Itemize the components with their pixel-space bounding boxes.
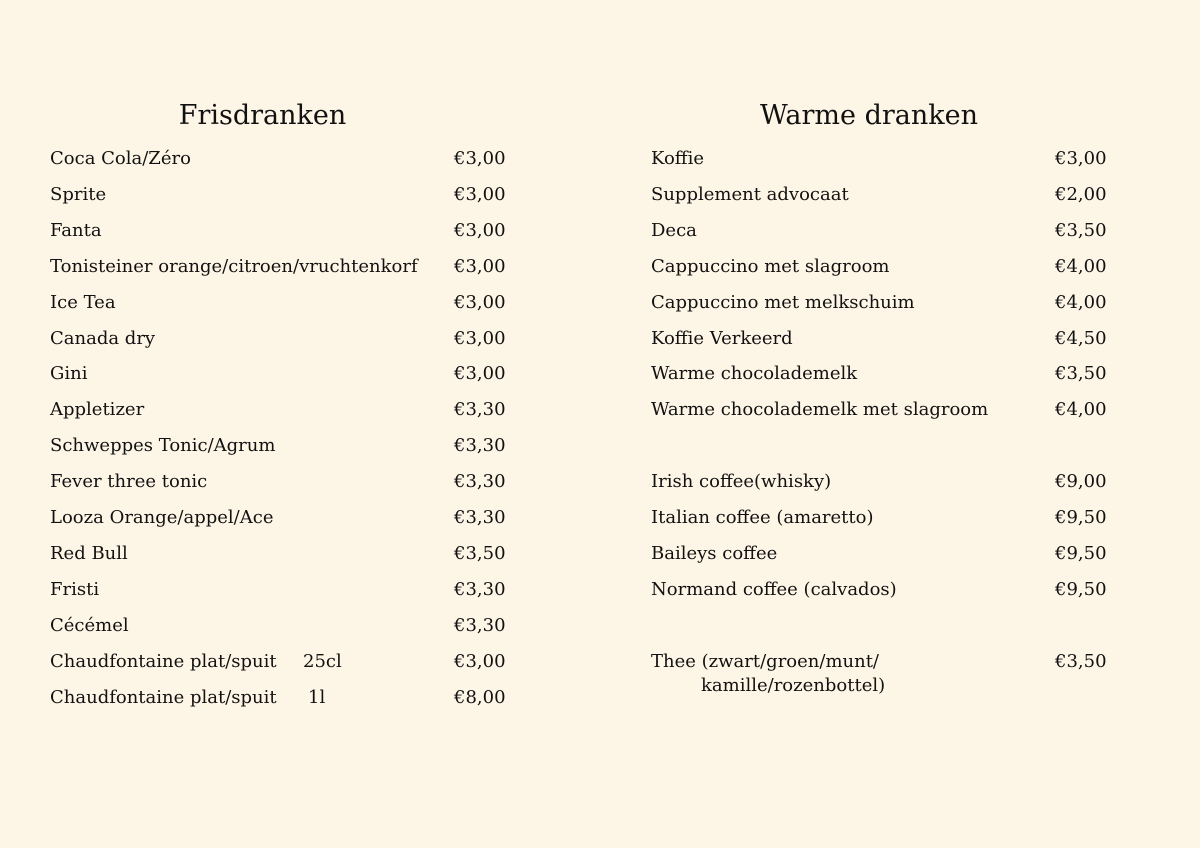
item-name: Chaudfontaine plat/spuit <box>50 651 277 672</box>
item-size: 25cl <box>303 651 342 672</box>
warme-dranken-section <box>651 98 1111 696</box>
item-name: Normand coffee (calvados) <box>651 579 897 600</box>
warme-dranken-title: Warme dranken <box>760 100 978 131</box>
item-price: €3,00 <box>1055 148 1107 169</box>
item-name: Fristi <box>50 579 100 600</box>
menu-item <box>50 326 510 352</box>
item-price: €3,50 <box>1055 651 1107 672</box>
item-price: €3,30 <box>454 435 506 456</box>
menu-item <box>651 397 1111 423</box>
item-name: Cappuccino met slagroom <box>651 256 890 277</box>
item-name: Appletizer <box>50 399 145 420</box>
menu-item <box>50 541 510 567</box>
item-name: Supplement advocaat <box>651 184 849 205</box>
item-price: €3,00 <box>454 256 506 277</box>
item-name: Thee (zwart/groen/munt/ <box>651 651 879 672</box>
item-price: €3,00 <box>454 328 506 349</box>
item-price: €3,00 <box>454 184 506 205</box>
menu-item <box>651 649 1111 696</box>
item-price: €4,50 <box>1055 328 1107 349</box>
menu-item <box>651 146 1111 172</box>
menu-item <box>50 469 510 495</box>
item-price: €4,00 <box>1055 399 1107 420</box>
menu-item <box>50 182 510 208</box>
item-name-continued: kamille/rozenbottel) <box>701 675 886 696</box>
item-name: Sprite <box>50 184 107 205</box>
item-name: Looza Orange/appel/Ace <box>50 507 274 528</box>
item-price: €4,00 <box>1055 256 1107 277</box>
item-price: €3,30 <box>454 507 506 528</box>
item-price: €9,50 <box>1055 507 1107 528</box>
item-name: Baileys coffee <box>651 543 778 564</box>
item-price: €3,00 <box>454 220 506 241</box>
item-price: €3,30 <box>454 579 506 600</box>
menu-item <box>651 469 1111 495</box>
menu-item <box>50 613 510 639</box>
menu-item <box>651 505 1111 531</box>
item-name: Chaudfontaine plat/spuit <box>50 687 277 708</box>
item-price: €9,50 <box>1055 579 1107 600</box>
item-name: Fanta <box>50 220 102 241</box>
item-name: Ice Tea <box>50 292 116 313</box>
item-price: €3,30 <box>454 471 506 492</box>
menu-item <box>50 290 510 316</box>
item-name: Koffie Verkeerd <box>651 328 793 349</box>
item-name: Coca Cola/Zéro <box>50 148 191 169</box>
menu-item <box>651 361 1111 387</box>
menu-item <box>651 290 1111 316</box>
menu-item <box>50 505 510 531</box>
item-name: Red Bull <box>50 543 128 564</box>
menu-item <box>50 433 510 459</box>
item-price: €3,30 <box>454 399 506 420</box>
item-name: Cécémel <box>50 615 129 636</box>
item-name: Italian coffee (amaretto) <box>651 507 874 528</box>
item-price: €3,00 <box>454 651 506 672</box>
item-price: €2,00 <box>1055 184 1107 205</box>
item-name: Schweppes Tonic/Agrum <box>50 435 276 456</box>
item-price: €3,50 <box>1055 363 1107 384</box>
menu-item <box>651 182 1111 208</box>
item-price: €3,50 <box>1055 220 1107 241</box>
item-name: Deca <box>651 220 697 241</box>
menu-item <box>50 254 510 280</box>
menu-item <box>50 685 510 711</box>
item-price: €9,50 <box>1055 543 1107 564</box>
item-name: Koffie <box>651 148 704 169</box>
item-name: Canada dry <box>50 328 156 349</box>
item-price: €3,50 <box>454 543 506 564</box>
item-price: €4,00 <box>1055 292 1107 313</box>
item-price: €3,00 <box>454 148 506 169</box>
item-price: €3,00 <box>454 292 506 313</box>
item-name: Warme chocolademelk met slagroom <box>651 399 989 420</box>
frisdranken-title: Frisdranken <box>178 100 347 131</box>
item-name: Gini <box>50 363 88 384</box>
item-price: €3,00 <box>454 363 506 384</box>
menu-item <box>651 541 1111 567</box>
item-name: Cappuccino met melkschuim <box>651 292 915 313</box>
item-price: €3,30 <box>454 615 506 636</box>
menu-item <box>50 577 510 603</box>
menu-item <box>651 326 1111 352</box>
menu-item <box>50 361 510 387</box>
menu-item <box>651 254 1111 280</box>
item-name: Fever three tonic <box>50 471 208 492</box>
menu-item <box>651 577 1111 603</box>
item-size: 1l <box>308 687 326 708</box>
menu-item <box>651 218 1111 244</box>
menu-item <box>50 649 510 675</box>
menu-item <box>50 397 510 423</box>
item-price: €9,00 <box>1055 471 1107 492</box>
item-name: Irish coffee(whisky) <box>651 471 832 492</box>
menu-item <box>50 218 510 244</box>
frisdranken-section <box>50 98 510 708</box>
item-price: €8,00 <box>454 687 506 708</box>
menu-item <box>50 146 510 172</box>
item-name: Tonisteiner orange/citroen/vruchtenkorf <box>50 256 418 277</box>
item-name: Warme chocolademelk <box>651 363 858 384</box>
